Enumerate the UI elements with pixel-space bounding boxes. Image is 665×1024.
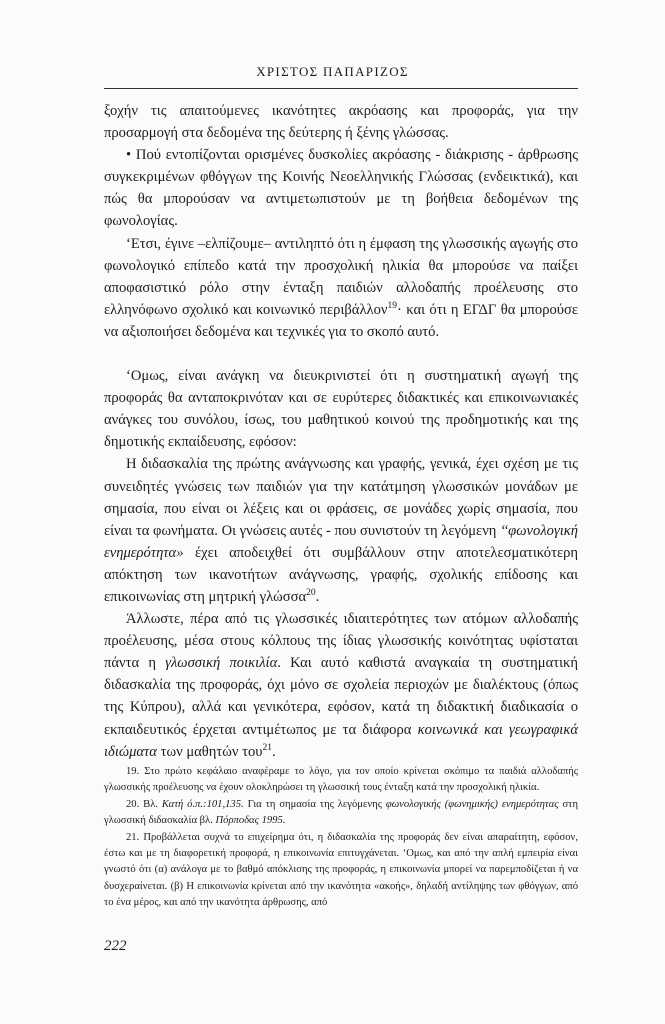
footnote-ref-20: 20 (306, 588, 316, 599)
text-span: 21. Προβάλλεται συχνά το επιχείρημα ότι, η διδασκαλία της προφοράς δεν είναι απαραίτητη, εφόσον, έστω και με τη διαφορετική προφορά, η επικοινωνία επιτυγχάνεται. ‘Ομως, και από την απλή εμπειρία είναι γνωστό ότι (α) ανάλογα με το βαθμό απόκλισης της προφοράς, η επικοινωνία μπορεί να παρεμποδίζεται ή να δυσχεραίνεται. (β) Η επικοινωνία κρίνεται από την ικανότητα «ακοής», δηλαδή αντίληψης των φθόγγων, από το ένα μέρος, και από την ικανότητα άρθρωσης, από (104, 831, 578, 909)
text-span: . (272, 743, 276, 760)
italic-term: Κατή ό.π.:101,135. (161, 798, 244, 810)
italic-term: Πόρποδας 1995. (215, 815, 286, 827)
italic-term: κοινωνικά και γεωγραφικά ιδιώματα (104, 721, 578, 760)
page-number: 222 (104, 938, 127, 954)
text-span: Για τη σημασία της λεγόμενης (243, 798, 386, 810)
paragraph-gap (104, 343, 578, 365)
text-span: · και ότι η ΕΓΔΓ θα μπορούσε να αξιοποιήσει δεδομένα και τεχνικές για το σκοπό αυτό. (104, 301, 578, 340)
italic-term: ‘‘φωνολογική ενημερότητα» (104, 522, 578, 561)
text-span: . (315, 588, 320, 605)
text-span: ξοχήν τις απαιτούμενες ικανότητες ακρόασης και προφοράς, για την προσαρμογή στα δεδομένα της δεύτερης ή ξένης γλώσσας. (104, 103, 578, 142)
main-text (104, 100, 578, 763)
text-span: των μαθητών του (156, 743, 263, 760)
running-head: ΧΡΙΣΤΟΣ ΠΑΠΑΡΙΖΟΣ (256, 64, 409, 79)
text-span: Άλλωστε, πέρα από τις γλωσσικές ιδιαιτερότητες των ατόμων αλλοδαπής προέλευσης, μέσα στους κόλπους της ίδιας γλωσσικής κοινότητας υφίσταται πάντα η (104, 611, 578, 672)
text-span: ‘Ομως, είναι ανάγκη να διευκρινιστεί ότι η συστηματική αγωγή της προφοράς θα ανταποκρινόταν και σε ευρύτερες διδακτικές και επικοινωνιακές ανάγκες του συνόλου, ίσως, του μαθητικού κοινού της προδημοτικής και της δημοτικής εκπαίδευσης, εφόσον: (104, 368, 578, 451)
text-span: Η διδασκαλία της πρώτης ανάγνωσης και γραφής, γενικά, έχει σχέση με τις συνειδητές γνώσεις των παιδιών για την κατάτμηση γλωσσικών μονάδων με σημασία, που είναι οι λέξεις και οι φράσεις, σε μονάδες χωρίς σημασία, που είναι τα φωνήματα. Οι γνώσεις αυτές - που συνιστούν τη λεγόμενη (104, 456, 578, 539)
paragraph-conclusion (104, 233, 578, 343)
text-span: έχει αποδειχθεί ότι συμβάλλουν στην αποτελεσματικότερη απόκτηση των ικανοτήτων ανάγνωσης, γραφής, σχολικής επίδοσης και επικοινωνίας στη μητρική γλώσσα (104, 544, 578, 605)
text-span: 19. Στο πρώτο κεφάλαιο αναφέραμε το λόγο, για τον οποίο κρίνεται σκόπιμο τα παιδιά αλλοδαπής γλωσσικής προέλευσης να έχουν ολοκληρώσει τη γλωσσική τους ένταξη κατά την προσχολική ηλικία. (104, 766, 578, 794)
footnote-19 (104, 764, 578, 797)
footnote-ref-19: 19 (387, 300, 398, 311)
italic-term: φωνολογικής (φωνημικής) ενημερότητας (385, 798, 559, 810)
footnotes (104, 764, 578, 912)
footnote-20 (104, 797, 578, 830)
paragraph-however (104, 365, 578, 453)
text-span: 20. Βλ. (126, 798, 162, 810)
paragraph-variety (104, 608, 578, 763)
paragraph-bullet (104, 144, 578, 232)
text-span: ‘Ετσι, έγινε –ελπίζουμε– αντιληπτό ότι η έμφαση της γλωσσικής αγωγής στο φωνολογικό επίπεδο κατά την προσχολική ηλικία θα μπορούσε να παίξει αποφασιστικό ρόλο στην ένταξη παιδιών αλλοδαπής προέλευσης στο ελληνόφωνο σχολικό και κοινωνικό περιβάλλον (104, 235, 578, 318)
italic-term: γλωσσική ποικιλία (165, 655, 278, 672)
paragraph-continuation (104, 100, 578, 144)
footnote-21 (104, 830, 578, 912)
header-rule (104, 88, 578, 89)
text-span: . Και αυτό καθιστά αναγκαία τη συστηματική διδασκαλία της προφοράς, όχι μόνο σε σχολεία περιοχών με διαλέκτους (όπως της Κύπρου), αλλά και γενικότερα, εφόσον, κατά τη διδακτική διαδικασία ο εκπαιδευτικός έρχεται αντιμέτωπος με τα διάφορα (104, 655, 578, 738)
paragraph-reading (104, 453, 578, 608)
footnote-ref-21: 21 (262, 742, 273, 753)
text-span: στη γλωσσική διδασκαλία βλ. (104, 798, 578, 827)
text-span: • Πού εντοπίζονται ορισμένες δυσκολίες ακρόασης - διάκρισης - άρθρωσης συγκεκριμένων φθόγγων της Κοινής Νεοελληνικής Γλώσσας (ενδεικτικά), και πώς θα μπορούσαν να αντιμετωπιστούν με τη βοήθεια δεδομένων της φωνολογίας. (104, 147, 578, 230)
